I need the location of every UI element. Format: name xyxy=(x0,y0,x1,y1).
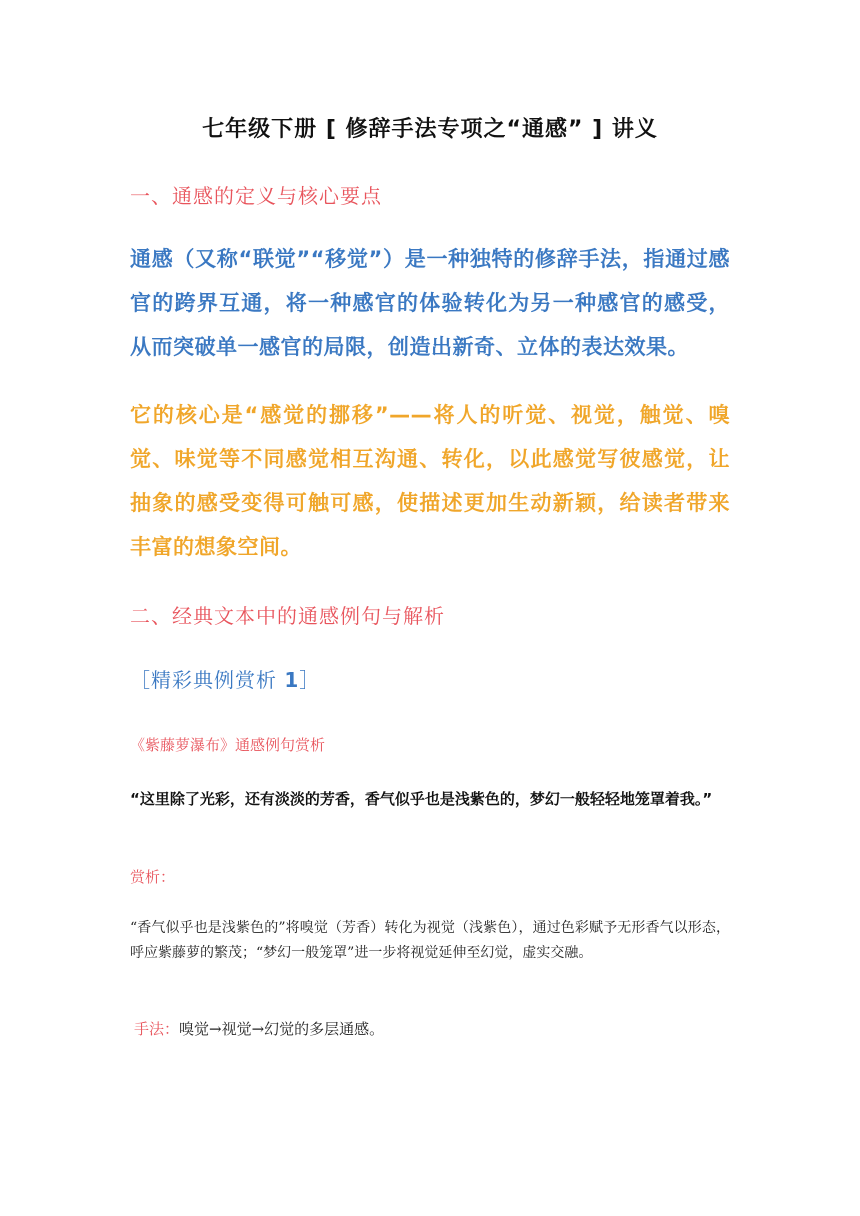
appreciation-label: 赏析： xyxy=(130,868,176,886)
section-heading-definition: 一、通感的定义与核心要点 xyxy=(130,184,382,208)
technique-text: 嗅觉→视觉→幻觉的多层通感。 xyxy=(179,1020,385,1038)
page-title: 七年级下册 [ 修辞手法专项之“通感” ] 讲义 xyxy=(202,117,658,142)
technique-label: 手法： xyxy=(134,1020,180,1038)
example-tag-close-bracket: ］ xyxy=(299,668,321,692)
example-tag-text: 精彩典例赏析 xyxy=(151,668,285,692)
core-points-paragraph: 它的核心是“感觉的挪移”——将人的听觉、视觉，触觉、嗅觉、味觉等不同感觉相互沟通、转化，以此感觉写彼感觉，让抽象的感受变得可触可感，使描述更加生动新颖，给读者带来丰富的想象空间。 xyxy=(130,403,730,559)
section-heading-examples: 二、经典文本中的通感例句与解析 xyxy=(130,604,445,628)
example-title: 《紫藤萝瀑布》通感例句赏析 xyxy=(130,736,326,754)
definition-paragraph: 通感（又称“联觉”“移觉”）是一种独特的修辞手法，指通过感官的跨界互通，将一种感官的体验转化为另一种感官的感受，从而突破单一感官的局限，创造出新奇、立体的表达效果。 xyxy=(130,247,730,359)
example-tag-number: 1 xyxy=(284,668,300,692)
technique-line xyxy=(134,1018,384,1039)
example-tag-open-bracket: ［ xyxy=(130,668,151,692)
example-tag xyxy=(130,664,320,693)
appreciation-text: “香气似乎也是浅紫色的”将嗅觉（芳香）转化为视觉（浅紫色），通过色彩赋予无形香气以形态，呼应紫藤萝的繁茂；“梦幻一般笼罩”进一步将视觉延伸至幻觉，虚实交融。 xyxy=(130,920,730,961)
example-quote: “这里除了光彩，还有淡淡的芳香，香气似乎也是浅紫色的，梦幻一般轻轻地笼罩着我。” xyxy=(130,790,713,808)
